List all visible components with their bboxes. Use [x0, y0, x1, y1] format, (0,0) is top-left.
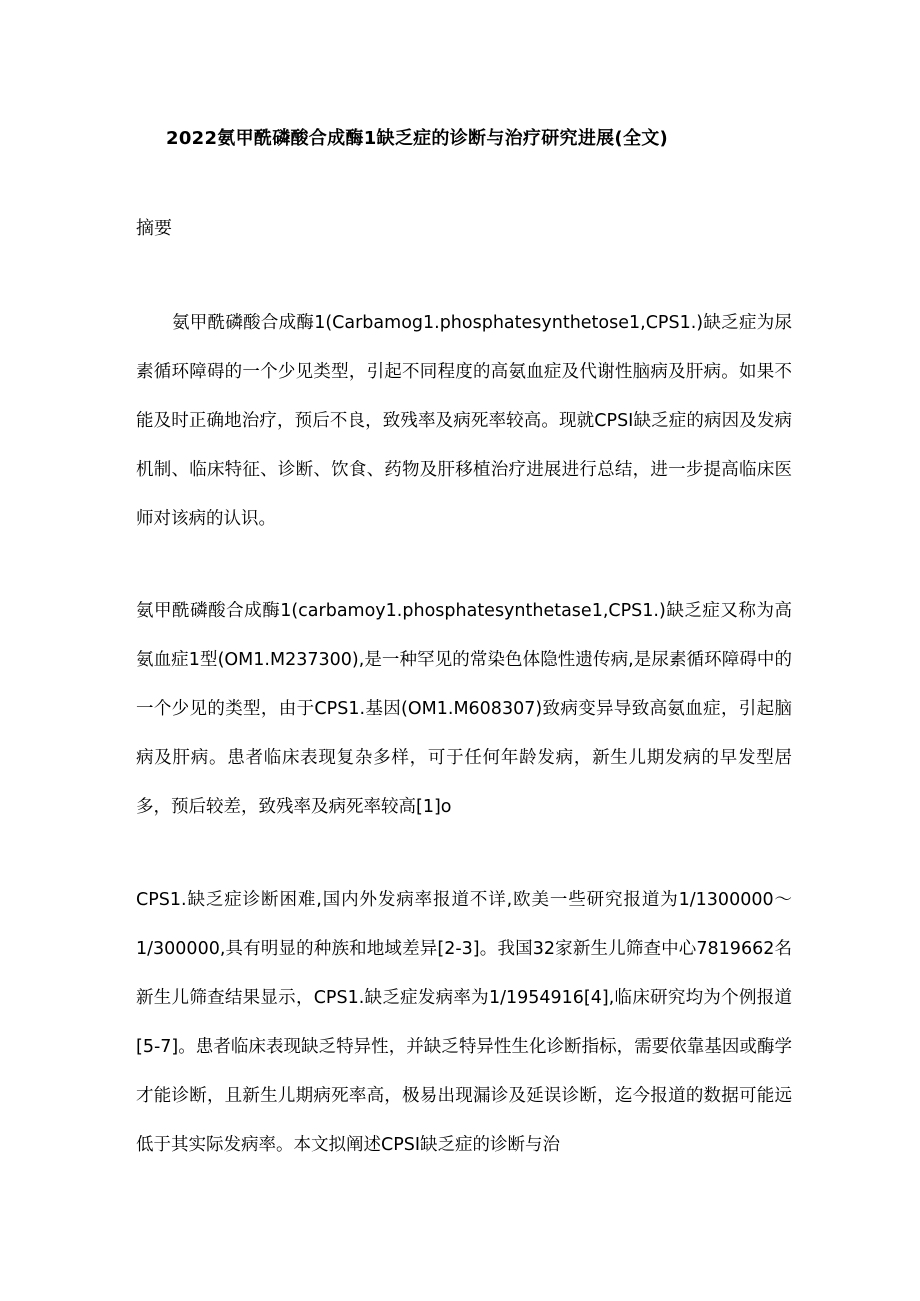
body-paragraph-2: CPS1.缺乏症诊断困难,国内外发病率报道不详,欧美一些研究报道为1/1300000～1/300000,具有明显的种族和地域差异[2-3]。我国32家新生儿筛查中心7819662名新生儿筛查结果显示，CPS1.缺乏症发病率为1/1954916[4],临床研究均为个例报道[5-7]。患者临床表现缺乏特异性，并缺乏特异性生化诊断指标，需要依靠基因或酶学才能诊断，且新生儿期病死率高，极易出现漏诊及延误诊断，迄今报道的数据可能远低于其实际发病率。本文拟阐述CPSI缺乏症的诊断与治 [136, 890, 792, 1155]
document-title: 2022氨甲酰磷酸合成酶1缺乏症的诊断与治疗研究进展(全文) [166, 128, 669, 149]
abstract-paragraph: 氨甲酰磷酸合成酶1(Carbamog1.phosphatesynthetose1,CPS1.)缺乏症为尿素循环障碍的一个少见类型，引起不同程度的高氨血症及代谢性脑病及肝病。如果不能及时正确地治疗，预后不良，致残率及病死率较高。现就CPSI缺乏症的病因及发病机制、临床特征、诊断、饮食、药物及肝移植治疗进展进行总结，进一步提高临床医师对该病的认识。 [136, 313, 792, 529]
body-paragraph-1: 氨甲酰磷酸合成酶1(carbamoy1.phosphatesynthetase1,CPS1.)缺乏症又称为高氨血症1型(OM1.M237300),是一种罕见的常染色体隐性遗传病,是尿素循环障碍中的一个少见的类型，由于CPS1.基因(OM1.M608307)致病变异导致高氨血症，引起脑病及肝病。患者临床表现复杂多样，可于任何年龄发病，新生儿期发病的早发型居多，预后较差，致残率及病死率较高[1]o [136, 601, 792, 817]
abstract-heading: 摘要 [136, 218, 172, 239]
